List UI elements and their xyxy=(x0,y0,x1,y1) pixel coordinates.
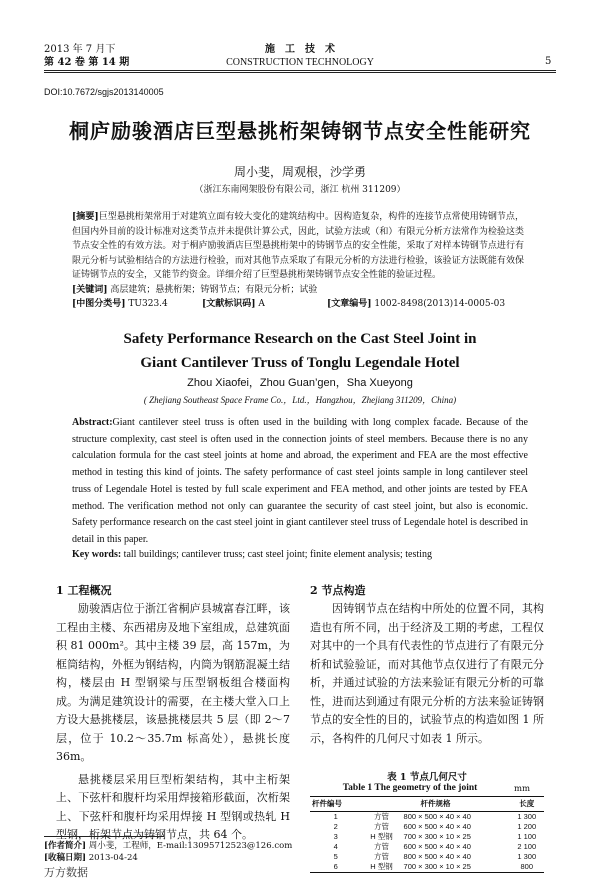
table1-cell-id: 1 xyxy=(333,812,338,821)
table1-cell-type: H 型钢 xyxy=(361,862,401,873)
keywords-en xyxy=(72,549,528,560)
table1-cell-spec: 600 × 500 × 40 × 40 xyxy=(403,822,471,831)
abstract-cn-text: 巨型悬挑桁架常用于对建筑立面有较大变化的建筑结构中。因构造复杂，构件的连接节点常使用铸钢节点，但国内外目前的设计标准对这类节点并未提供计算公式，因此，试验方法或（和）有限元分析方法常作为检验这类节点安全性的有效方法。对于桐庐励骏酒店巨型悬挑桁架中的铸钢节点的安全性能，采取了对样本铸钢节点进行有限元分析与试验相结合的方法进行检验，而对其他节点采取了有限元分析的方法进行检验，该验证方法既能有效保证铸钢节点的安全，又能节约资金。详细介绍了巨型悬挑桁架铸钢节点安全性能的验证过程。 xyxy=(72,212,524,280)
authors-en: Zhou Xiaofei，Zhou Guan’gen，Sha Xueyong xyxy=(187,377,413,389)
table1-cell-type: 方管 xyxy=(373,842,389,851)
doi: DOI:10.7672/sgjs2013140005 xyxy=(44,87,164,97)
table1-row xyxy=(310,812,544,823)
abstract-cn-label: [摘要] xyxy=(72,212,99,222)
table1-cell-id: 2 xyxy=(333,822,338,831)
clc-value: TU323.4 xyxy=(128,299,168,309)
table1-cell-spec: 800 × 500 × 40 × 40 xyxy=(403,812,471,821)
table1-cell-spec: 700 × 300 × 10 × 25 xyxy=(402,862,510,873)
doc-code xyxy=(202,297,265,312)
table1-cell-id: 6 xyxy=(310,862,361,873)
article-value: 1002-8498(2013)14-0005-03 xyxy=(374,299,506,309)
table1-header-row xyxy=(310,797,544,812)
footnote-author-label: [作者简介] xyxy=(44,841,87,851)
table1-row xyxy=(310,832,544,842)
article-label: [文章编号] xyxy=(327,299,372,309)
running-header-center xyxy=(0,43,600,69)
journal-name-en: CONSTRUCTION TECHNOLOGY xyxy=(226,57,374,68)
table1-header-id: 杆件编号 xyxy=(310,797,361,812)
abstract-en-label: Abstract: xyxy=(72,417,113,428)
authors-cn: 周小斐，周观根，沙学勇 xyxy=(233,165,366,179)
title-cn: 桐庐励骏酒店巨型悬挑桁架铸钢节点安全性能研究 xyxy=(69,119,531,143)
table1-cell-length: 1 100 xyxy=(517,832,537,841)
affiliation-cn: （浙江东南网架股份有限公司，浙江 杭州 311209） xyxy=(194,185,406,195)
affiliation-en: ( Zhejiang Southeast Space Frame Co.，Ltd.，Hangzhou，Zhejiang 311209，China) xyxy=(143,395,457,405)
table1-cell-type: H 型钢 xyxy=(370,832,393,841)
table1-caption-cn: 表 1 节点几何尺寸 xyxy=(387,772,467,783)
article-number xyxy=(327,297,505,312)
section2-body xyxy=(310,600,544,748)
table1-cell-length: 800 xyxy=(510,862,545,873)
clc-code xyxy=(72,297,168,312)
doc-value: A xyxy=(258,299,265,309)
watermark-wanfang: 万方数据 xyxy=(44,867,88,879)
title-en-line2: Giant Cantilever Truss of Tonglu Legendale Hotel xyxy=(140,355,460,371)
table1-row xyxy=(310,822,544,832)
table1-header-spec: 杆件规格 xyxy=(361,797,509,812)
section1-paragraph2: 悬挑楼层采用巨型桁架结构，其中主桁架上、下弦杆和腹杆均采用焊接箱形截面，次桁架上、下弦杆和腹杆均采用焊接 H 型钢或热轧 H 型钢，桁架节点为铸钢节点，共 64 个。 xyxy=(56,772,290,841)
page-number: 5 xyxy=(545,56,552,67)
footnote xyxy=(44,840,292,864)
footnote-date-text: 2013-04-24 xyxy=(88,853,138,863)
classification-row xyxy=(72,297,524,312)
keywords-cn-text: 高层建筑；悬挑桁架；铸钢节点；有限元分析；试验 xyxy=(110,284,318,295)
keywords-cn xyxy=(72,283,524,298)
keywords-en-text: tall buildings; cantilever truss; cast steel joint; finite element analysis; testing xyxy=(123,549,432,560)
table1-cell-type: 方管 xyxy=(373,812,389,821)
table1-caption-en: Table 1 The geometry of the joint xyxy=(342,783,478,793)
section1-body xyxy=(56,600,290,845)
footnote-date-label: [收稿日期] xyxy=(44,853,87,863)
abstract-cn xyxy=(72,210,524,312)
table1-cell-id: 5 xyxy=(333,852,338,861)
table1-header-length: 长度 xyxy=(510,797,545,812)
volume-issue: 第 42 卷 第 14 期 xyxy=(44,57,130,68)
section1-heading: 1 工程概况 xyxy=(56,584,112,597)
abstract-en-text: Giant cantilever steel truss is often used in the building with long complex facade. Because of the structure complexity, cast steel is often used in the connection joints of steel members. Because there is no any calculation formula for the cast steel joints at home and abroad, the experiment and FEA are the most effective method in testing this kind of joints. The safety performance of cast steel joints sample in long cantilever steel truss of Legendale Hotel is tested by full scale experiment and FEA method, and other joints are tested by FEA method. The verification method not only can guarantee the security of cast steel joint, but also is economic. Safety performance research on the cast steel joint in giant cantilever steel truss of Legendale hotel is described in detail in this paper. xyxy=(72,417,528,545)
table1-cell-spec: 700 × 300 × 10 × 25 xyxy=(403,832,471,841)
table1-row xyxy=(310,862,544,873)
table1-unit: mm xyxy=(514,784,531,794)
issue-date: 2013 年 7 月下 xyxy=(44,44,116,55)
table1-cell-length: 1 300 xyxy=(517,812,537,821)
title-en xyxy=(0,327,600,375)
section2-heading: 2 节点构造 xyxy=(310,584,366,597)
table1 xyxy=(310,796,544,873)
journal-name-cn: 施 工 技 术 xyxy=(265,44,335,55)
table1-cell-length: 1 300 xyxy=(517,852,537,861)
clc-label: [中图分类号] xyxy=(72,299,126,309)
table1-cell-id: 4 xyxy=(333,842,338,851)
footnote-author-text: 周小斐，工程师，E-mail:13095712523@126.com xyxy=(88,841,293,851)
title-en-line1: Safety Performance Research on the Cast Steel Joint in xyxy=(123,331,477,347)
table1-cell-length: 1 200 xyxy=(517,822,537,831)
table1-cell-type: 方管 xyxy=(373,852,389,861)
abstract-en xyxy=(72,415,528,549)
table1-row xyxy=(310,852,544,862)
table1-cell-type: 方管 xyxy=(373,822,389,831)
keywords-en-label: Key words: xyxy=(72,549,122,560)
header-rule-thin xyxy=(44,72,556,73)
table1-cell-id: 3 xyxy=(333,832,338,841)
section2-paragraph1: 因铸钢节点在结构中所处的位置不同，其构造也有所不同，出于经济及工期的考虑，工程仅对其中的一个具有代表性的节点进行了有限元分析和试验验证，而对其他节点仅进行了有限元分析，并通过试验的方法来验证有限元分析的可靠性，进而达到通过有限元分析的方法来验证铸钢节点的安全性的目的，试验节点的构造如图 1 所示，各构件的几何尺寸如表 1 所示。 xyxy=(310,602,544,745)
table1-cell-spec: 600 × 500 × 40 × 40 xyxy=(403,842,471,851)
header-rule xyxy=(44,70,556,71)
footnote-date xyxy=(44,852,292,864)
footnote-rule xyxy=(44,836,164,837)
section1-paragraph1: 励骏酒店位于浙江省桐庐县城富春江畔，该工程由主楼、东西裙房及地下室组成，总建筑面积 81 000m²。其中主楼 39 层，高 157m，为框筒结构，外框为钢结构，内筒为钢筋混凝土结构，楼层由 H 型钢梁与压型钢板组合楼面构成。为满足建筑设计的需要，在主楼大堂入口上方设大悬挑楼层，该悬挑楼层共 5 层（即 2～7 层，位于 10.2～35.7m 标高处），悬挑长度 36m。 xyxy=(56,602,290,763)
table1-cell-length: 2 100 xyxy=(517,842,537,851)
table1-cell-spec: 800 × 500 × 40 × 40 xyxy=(403,852,471,861)
table1-row xyxy=(310,842,544,852)
doc-label: [文献标识码] xyxy=(202,299,256,309)
keywords-cn-label: [关键词] xyxy=(72,284,108,295)
footnote-author xyxy=(44,840,292,852)
